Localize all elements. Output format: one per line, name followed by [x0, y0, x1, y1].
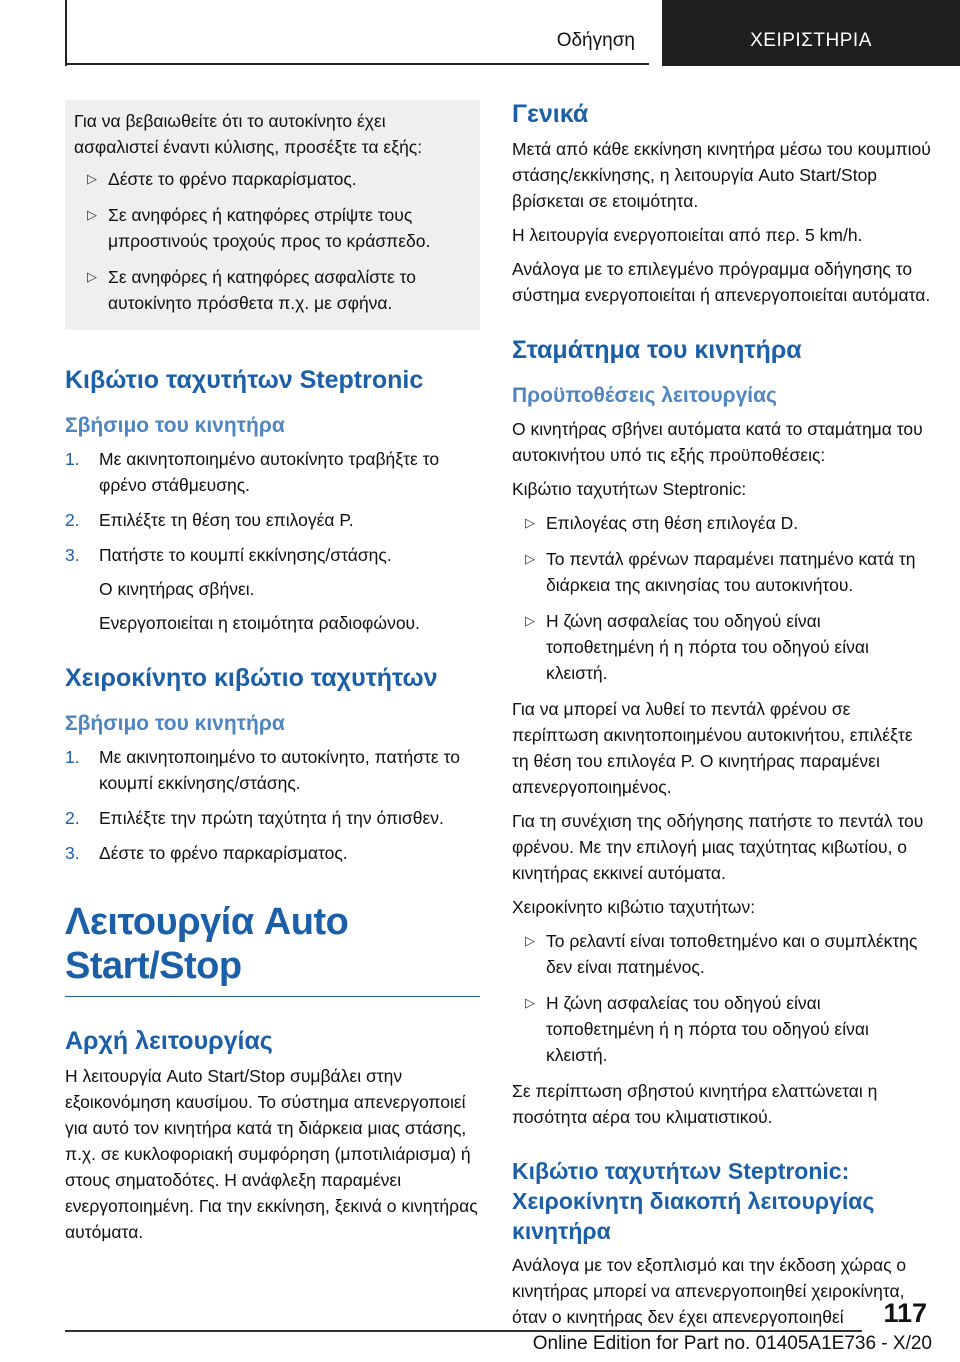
auto-start-stop-title: Λειτουργία Auto Start/Stop [65, 900, 480, 997]
step-item: 2. Επιλέξτε την πρώτη ταχύτητα ή την όπισθεν. [65, 808, 444, 828]
conditions-heading: Προϋποθέσεις λειτουργίας [512, 384, 777, 407]
conditions-paragraph: Για να μπορεί να λυθεί το πεντάλ φρένου σε περίπτωση ακινητοποιημένου αυτοκινήτου, επιλέξτε τη θέση του επιλογέα P. Ο κινητήρας παραμένει απενεργοποιημένος. [512, 699, 913, 797]
triangle-bullet-icon: ▷ [525, 515, 535, 530]
edition-footer: Online Edition for Part no. 01405A1E736 - X/20 [532, 1333, 932, 1354]
steptronic-steps [65, 446, 480, 636]
right-column [512, 98, 932, 1338]
general-heading: Γενικά [512, 100, 589, 128]
principle-heading: Αρχή λειτουργίας [65, 1027, 273, 1055]
note-bullet-list [74, 166, 472, 316]
footer-divider [65, 1330, 862, 1332]
header-chapter-tab[interactable]: ΧΕΙΡΙΣΤΗΡΙΑ [662, 0, 960, 66]
list-item: ▷ Το πεντάλ φρένων παραμένει πατημένο κατά τη διάρκεια της ακινησίας του αυτοκινήτου. [512, 546, 932, 598]
triangle-bullet-icon: ▷ [525, 995, 535, 1010]
manual-gearbox-steps [65, 744, 480, 866]
step-item: 2. Επιλέξτε τη θέση του επιλογέα P. [65, 510, 354, 530]
engine-stop-heading: Σταμάτημα του κινητήρα [512, 336, 802, 364]
list-item: ▷ Η ζώνη ασφαλείας του οδηγού είναι τοποθετημένη ή η πόρτα του οδηγού είναι κλειστή. [512, 608, 932, 686]
step-item: 1. Με ακινητοποιημένο το αυτοκίνητο, πατήστε το κουμπί εκκίνησης/στάσης. [65, 747, 460, 793]
triangle-bullet-icon: ▷ [87, 171, 97, 186]
note-intro: Για να βεβαιωθείτε ότι το αυτοκίνητο έχει ασφαλιστεί έναντι κύλισης, προσέξτε τα εξής: [74, 111, 423, 157]
conditions-paragraph: Χειροκίνητο κιβώτιο ταχυτήτων: [512, 897, 756, 917]
list-item: ▷ Η ζώνη ασφαλείας του οδηγού είναι τοποθετημένη ή η πόρτα του οδηγού είναι κλειστή. [512, 990, 932, 1068]
triangle-bullet-icon: ▷ [525, 551, 535, 566]
conditions-paragraph: Σε περίπτωση σβηστού κινητήρα ελαττώνεται η ποσότητα αέρα του κλιματιστικού. [512, 1081, 878, 1127]
triangle-bullet-icon: ▷ [525, 613, 535, 628]
conditions-paragraph: Για τη συνέχιση της οδήγησης πατήστε το πεντάλ του φρένου. Με την επιλογή μιας ταχύτητας κιβωτίου, ο κινητήρας εκκινεί αυτόματα. [512, 811, 924, 883]
page-header [0, 0, 960, 66]
triangle-bullet-icon: ▷ [87, 207, 97, 222]
list-item: ▷ Σε ανηφόρες ή κατηφόρες στρίψτε τους μπροστινούς τροχούς προς το κράσπεδο. [74, 202, 472, 254]
step-result: Ενεργοποιείται η ετοιμότητα ραδιοφώνου. [99, 613, 420, 633]
triangle-bullet-icon: ▷ [87, 269, 97, 284]
manual-switch-off-paragraph: Ανάλογα με τον εξοπλισμό και την έκδοση χώρας ο κινητήρας μπορεί να απενεργοποιηθεί χειροκίνητα, όταν ο κινητήρας δεν έχει απενεργοποιηθεί [512, 1255, 907, 1327]
step-result: Ο κινητήρας σβήνει. [99, 579, 255, 599]
general-paragraph: Η λειτουργία ενεργοποιείται από περ. 5 km/h. [512, 225, 863, 245]
steptronic-subheading: Σβήσιμο του κινητήρα [65, 414, 285, 437]
steptronic-heading: Κιβώτιο ταχυτήτων Steptronic [65, 366, 424, 394]
list-item: ▷ Το ρελαντί είναι τοποθετημένο και ο συμπλέκτης δεν είναι πατημένος. [512, 928, 932, 980]
steptronic-conditions-list [512, 510, 932, 686]
conditions-paragraph: Ο κινητήρας σβήνει αυτόματα κατά το σταμάτημα του αυτοκινήτου υπό τις εξής προϋποθέσεις: [512, 419, 923, 465]
step-item: 1. Με ακινητοποιημένο αυτοκίνητο τραβήξτε το φρένο στάθμευσης. [65, 449, 440, 495]
list-item: ▷ Επιλογέας στη θέση επιλογέα D. [512, 510, 932, 536]
conditions-paragraph: Κιβώτιο ταχυτήτων Steptronic: [512, 479, 747, 499]
list-item: ▷ Δέστε το φρένο παρκαρίσματος. [74, 166, 472, 192]
list-item: ▷ Σε ανηφόρες ή κατηφόρες ασφαλίστε το αυτοκίνητο πρόσθετα π.χ. με σφήνα. [74, 264, 472, 316]
header-divider-horizontal [65, 63, 649, 65]
step-item: 3. Πατήστε το κουμπί εκκίνησης/στάσης. Ο κινητήρας σβήνει. Ενεργοποιείται η ετοιμότητα ραδιοφώνου. [65, 542, 480, 636]
header-section-tab[interactable]: Οδήγηση [556, 30, 635, 51]
step-item: 3. Δέστε το φρένο παρκαρίσματος. [65, 843, 348, 863]
manual-gearbox-subheading: Σβήσιμο του κινητήρα [65, 712, 285, 735]
general-paragraph: Μετά από κάθε εκκίνηση κινητήρα μέσω του κουμπιού στάσης/εκκίνησης, η λειτουργία Auto Start/Stop βρίσκεται σε ετοιμότητα. [512, 139, 931, 211]
manual-switch-off-heading: Κιβώτιο ταχυτήτων Steptronic: Χειροκίνητη διακοπή λειτουργίας κινητήρα [512, 1158, 875, 1244]
general-paragraph: Ανάλογα με το επιλεγμένο πρόγραμμα οδήγησης το σύστημα ενεργοποιείται ή απενεργοποιείται αυτόματα. [512, 259, 931, 305]
left-column [65, 100, 480, 1253]
page-number: 117 [883, 1298, 927, 1328]
rollaway-note [65, 100, 480, 330]
principle-text: Η λειτουργία Auto Start/Stop συμβάλει στην εξοικονόμηση καυσίμου. Το σύστημα απενεργοποιεί για αυτό τον κινητήρα κατά τη διάρκεια μιας στάσης, π.χ. σε κυκλοφοριακή συμφόρηση (μποτιλιάρισμα) ή στους σηματοδότες. Η ανάφλεξη παραμένει ενεργοποιημένη. Για την εκκίνηση, ξεκινά ο κινητήρας αυτόματα. [65, 1066, 478, 1242]
triangle-bullet-icon: ▷ [525, 933, 535, 948]
manual-conditions-list [512, 928, 932, 1068]
manual-gearbox-heading: Χειροκίνητο κιβώτιο ταχυτήτων [65, 664, 438, 692]
